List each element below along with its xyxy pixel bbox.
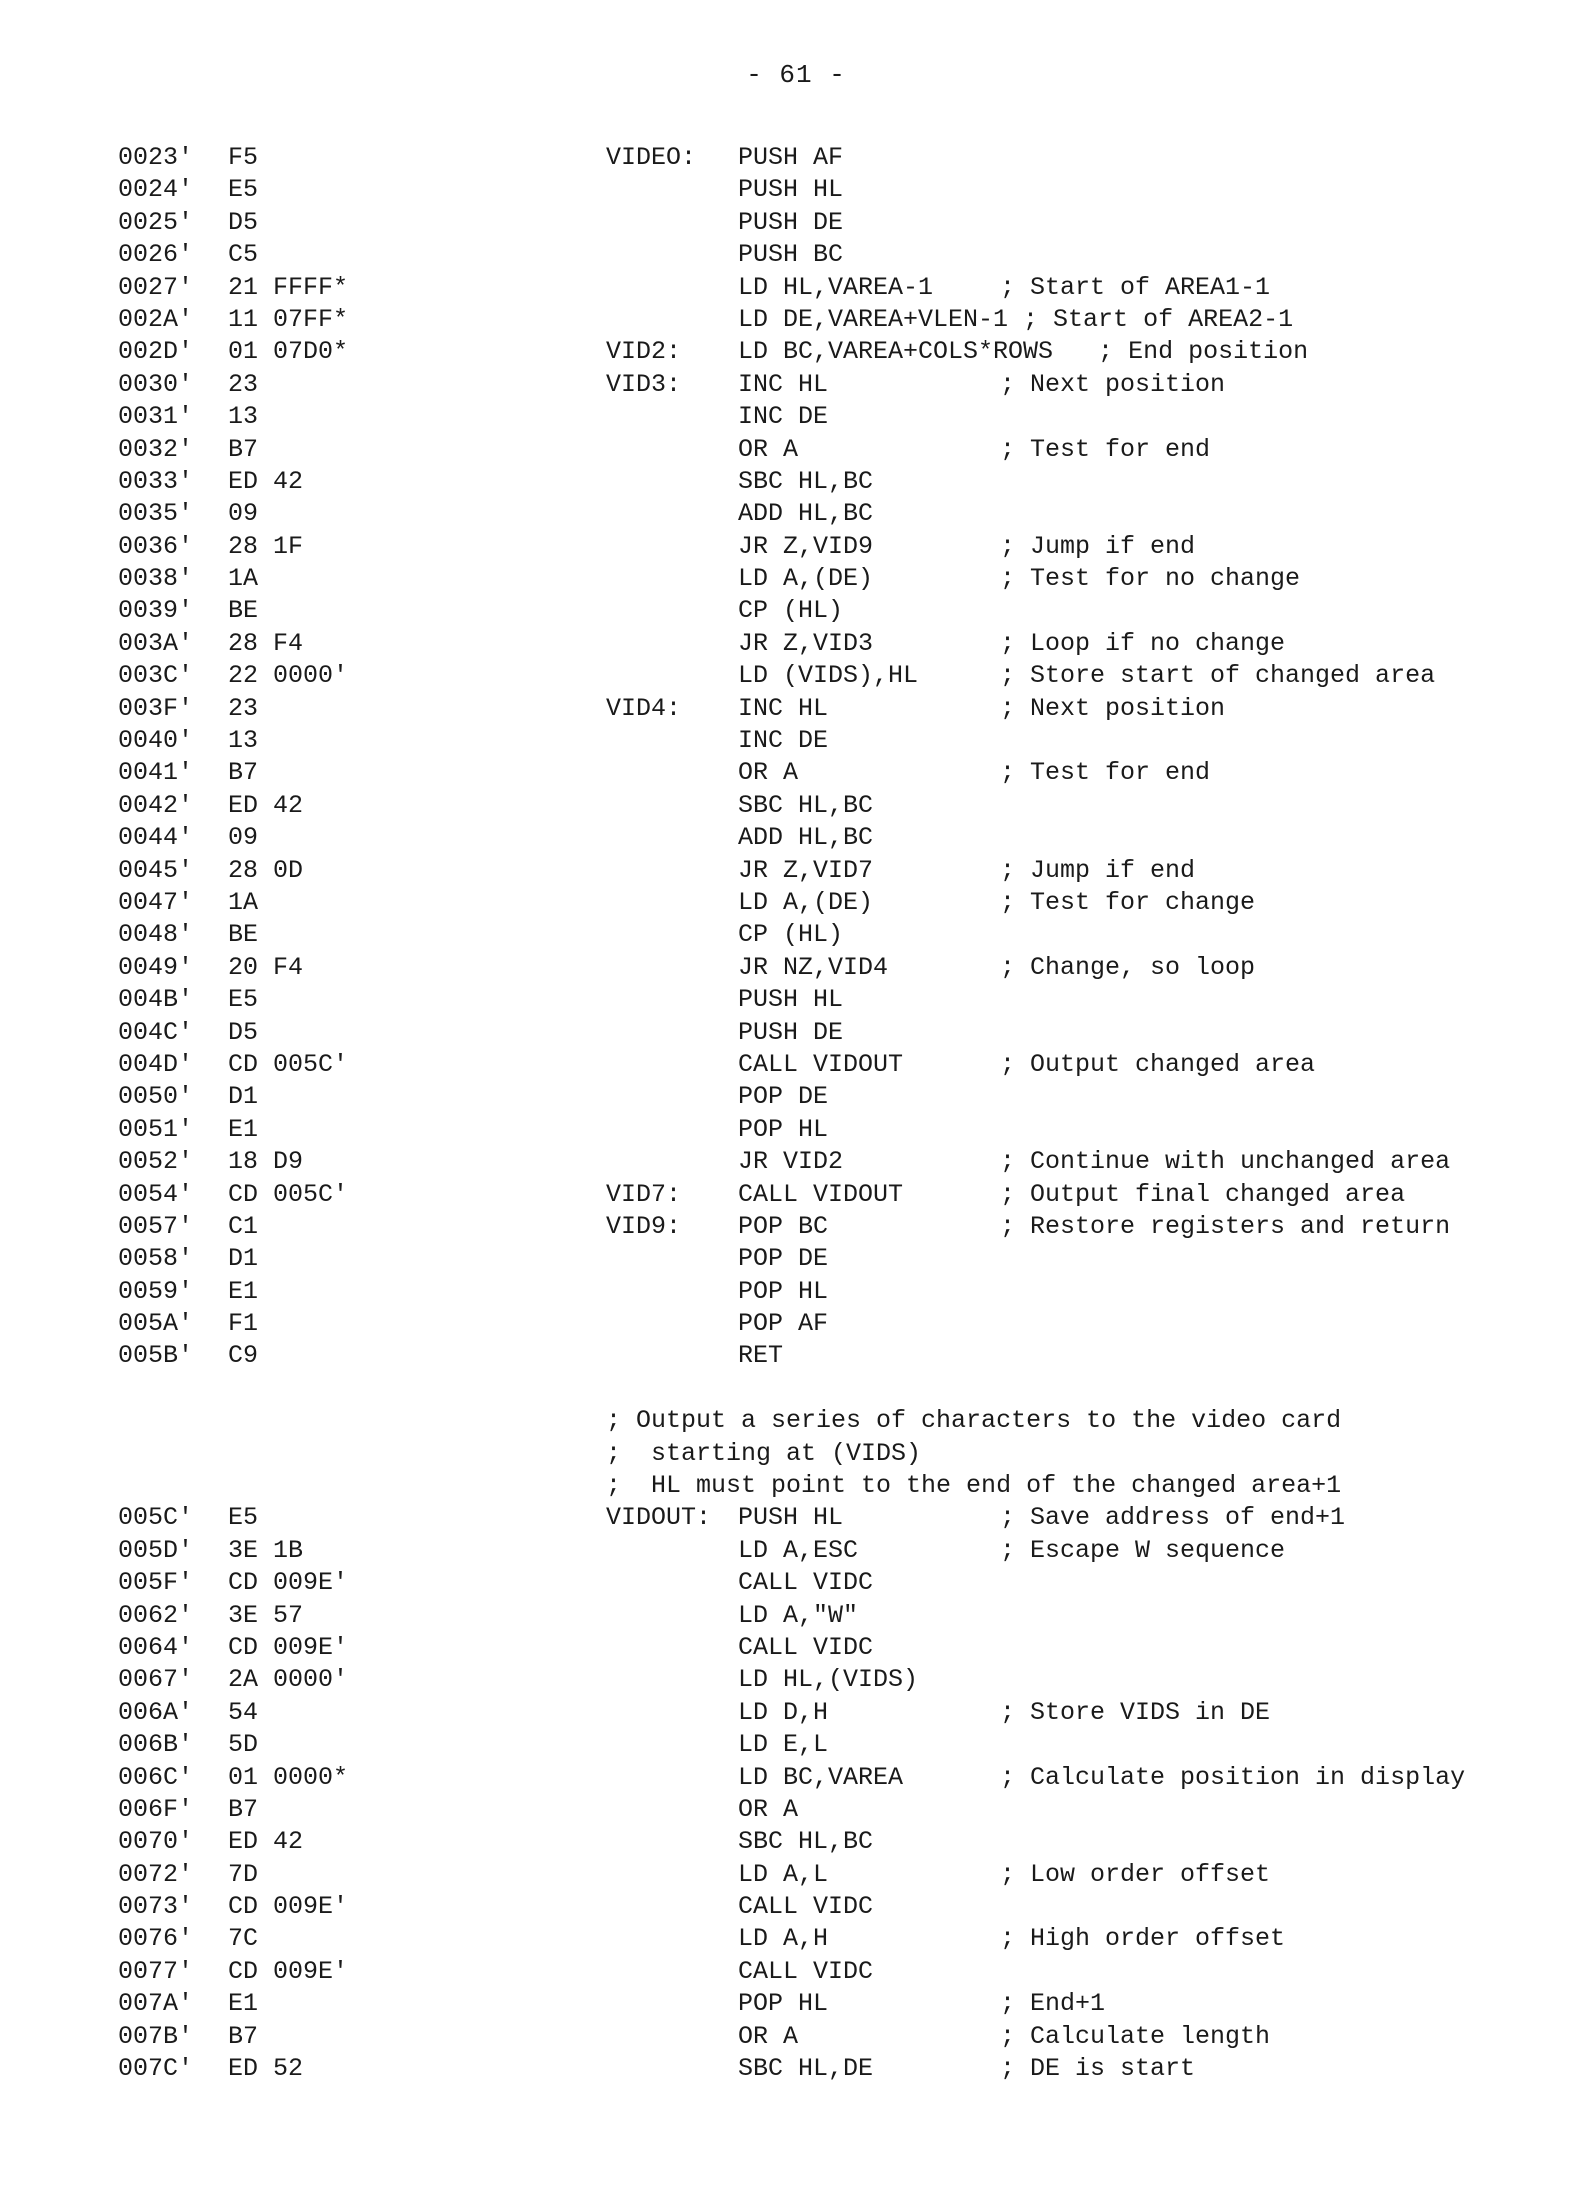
instruction: POP AF: [738, 1309, 829, 1339]
comment: ; End+1: [1000, 1989, 1106, 2019]
listing-line: [0, 1600, 1592, 1632]
address: 005F': [118, 1568, 194, 1598]
address: 0030': [118, 369, 194, 399]
comment: ; Save address of end+1: [1000, 1503, 1346, 1533]
listing-line: [0, 2053, 1592, 2085]
instruction: LD HL,(VIDS): [738, 1665, 919, 1695]
listing-line: [0, 1373, 1592, 1405]
instruction: JR Z,VID7: [738, 855, 874, 885]
object-code: D5: [228, 207, 259, 237]
address: 003A': [118, 628, 194, 658]
address: 0049': [118, 952, 194, 982]
object-code: 01 07D0*: [228, 337, 349, 367]
address: 002D': [118, 337, 194, 367]
instruction: CALL VIDC: [738, 1632, 874, 1662]
assembly-listing: [0, 142, 1592, 2085]
comment: ; Output final changed area: [1000, 1179, 1406, 1209]
listing-line: [0, 1308, 1592, 1340]
address: 0054': [118, 1179, 194, 1209]
address: 0048': [118, 920, 194, 950]
comment: ; Test for end: [1000, 758, 1211, 788]
object-code: B7: [228, 434, 259, 464]
instruction: CALL VIDOUT: [738, 1049, 904, 1079]
listing-line: [0, 563, 1592, 595]
address: 0047': [118, 887, 194, 917]
instruction: CP (HL): [738, 920, 844, 950]
instruction: CALL VIDOUT: [738, 1179, 904, 1209]
instruction: OR A: [738, 2021, 799, 2051]
instruction: POP HL: [738, 1989, 829, 2019]
instruction: INC HL: [738, 369, 829, 399]
object-code: BE: [228, 596, 259, 626]
object-code: 18 D9: [228, 1147, 304, 1177]
object-code: E5: [228, 1503, 259, 1533]
address: 0059': [118, 1276, 194, 1306]
comment-line: [0, 1438, 1592, 1470]
instruction: PUSH HL: [738, 175, 844, 205]
object-code: 13: [228, 402, 259, 432]
object-code: CD 009E': [228, 1892, 349, 1922]
address: 0033': [118, 466, 194, 496]
object-code: 3E 57: [228, 1600, 304, 1630]
listing-line: [0, 919, 1592, 951]
instruction: PUSH DE: [738, 1017, 844, 1047]
comment: ; Test for change: [1000, 887, 1256, 917]
listing-line: [0, 1891, 1592, 1923]
object-code: 22 0000': [228, 661, 349, 691]
instruction: LD D,H: [738, 1697, 829, 1727]
instruction: RET: [738, 1341, 784, 1371]
object-code: C1: [228, 1211, 259, 1241]
address: 0072': [118, 1859, 194, 1889]
listing-line: [0, 952, 1592, 984]
address: 0064': [118, 1632, 194, 1662]
listing-line: [0, 887, 1592, 919]
instruction: SBC HL,BC: [738, 466, 874, 496]
object-code: ED 42: [228, 790, 304, 820]
instruction: PUSH DE: [738, 207, 844, 237]
comment: ; Store start of changed area: [1000, 661, 1436, 691]
comment: ; Escape W sequence: [1000, 1535, 1286, 1565]
listing-line: [0, 1956, 1592, 1988]
listing-line: [0, 272, 1592, 304]
comment-line: [0, 1405, 1592, 1437]
instruction: OR A: [738, 434, 799, 464]
address: 0036': [118, 531, 194, 561]
address: 006C': [118, 1762, 194, 1792]
instruction: LD BC,VAREA: [738, 1762, 904, 1792]
address: 0042': [118, 790, 194, 820]
listing-line: [0, 1276, 1592, 1308]
object-code: 3E 1B: [228, 1535, 304, 1565]
instruction: INC HL: [738, 693, 829, 723]
address: 0057': [118, 1211, 194, 1241]
instruction: SBC HL,DE: [738, 2054, 874, 2084]
listing-line: [0, 984, 1592, 1016]
object-code: D5: [228, 1017, 259, 1047]
instruction: PUSH BC: [738, 240, 844, 270]
instruction: POP HL: [738, 1114, 829, 1144]
block-comment: ; HL must point to the end of the changed area+1: [606, 1471, 1342, 1501]
object-code: 28 F4: [228, 628, 304, 658]
comment: ; Output changed area: [1000, 1049, 1316, 1079]
object-code: 28 0D: [228, 855, 304, 885]
object-code: C5: [228, 240, 259, 270]
instruction: JR Z,VID3: [738, 628, 874, 658]
object-code: 28 1F: [228, 531, 304, 561]
listing-line: [0, 1794, 1592, 1826]
instruction: POP DE: [738, 1082, 829, 1112]
object-code: CD 009E': [228, 1956, 349, 1986]
listing-line: [0, 531, 1592, 563]
address: 0067': [118, 1665, 194, 1695]
address: 0027': [118, 272, 194, 302]
listing-line: [0, 1988, 1592, 2020]
object-code: 11 07FF*: [228, 304, 349, 334]
listing-line: [0, 1502, 1592, 1534]
listing-line: [0, 1243, 1592, 1275]
instruction: POP HL: [738, 1276, 829, 1306]
object-code: 23: [228, 693, 259, 723]
address: 005C': [118, 1503, 194, 1533]
object-code: E1: [228, 1114, 259, 1144]
label: VID7:: [606, 1179, 682, 1209]
listing-line: [0, 466, 1592, 498]
address: 0026': [118, 240, 194, 270]
object-code: BE: [228, 920, 259, 950]
object-code: F1: [228, 1309, 259, 1339]
comment: ; Next position: [1000, 369, 1226, 399]
listing-line: [0, 207, 1592, 239]
address: 005B': [118, 1341, 194, 1371]
address: 006F': [118, 1794, 194, 1824]
comment: ; Calculate length: [1000, 2021, 1271, 2051]
object-code: B7: [228, 2021, 259, 2051]
listing-line: [0, 401, 1592, 433]
listing-line: [0, 660, 1592, 692]
object-code: B7: [228, 758, 259, 788]
listing-line: [0, 1826, 1592, 1858]
object-code: 13: [228, 726, 259, 756]
instruction: INC DE: [738, 402, 829, 432]
listing-line: [0, 1762, 1592, 1794]
object-code: 09: [228, 499, 259, 529]
object-code: 2A 0000': [228, 1665, 349, 1695]
label: VID2:: [606, 337, 682, 367]
address: 0035': [118, 499, 194, 529]
listing-line: [0, 628, 1592, 660]
instruction: LD A,ESC: [738, 1535, 859, 1565]
listing-line: [0, 757, 1592, 789]
listing-line: [0, 1664, 1592, 1696]
comment: ; Low order offset: [1000, 1859, 1271, 1889]
object-code: ED 52: [228, 2054, 304, 2084]
address: 004C': [118, 1017, 194, 1047]
comment: ; Restore registers and return: [1000, 1211, 1451, 1241]
label: VID3:: [606, 369, 682, 399]
label: VID9:: [606, 1211, 682, 1241]
object-code: CD 009E': [228, 1568, 349, 1598]
address: 0070': [118, 1827, 194, 1857]
listing-line: [0, 1049, 1592, 1081]
listing-line: [0, 174, 1592, 206]
address: 0076': [118, 1924, 194, 1954]
address: 0052': [118, 1147, 194, 1177]
instruction: CALL VIDC: [738, 1956, 874, 1986]
address: 002A': [118, 304, 194, 334]
block-comment: ; Output a series of characters to the video card: [606, 1406, 1342, 1436]
object-code: CD 005C': [228, 1049, 349, 1079]
object-code: E5: [228, 175, 259, 205]
instruction: OR A: [738, 1794, 799, 1824]
address: 007B': [118, 2021, 194, 2051]
address: 0023': [118, 143, 194, 172]
object-code: 01 0000*: [228, 1762, 349, 1792]
listing-line: [0, 1859, 1592, 1891]
comment: ; Change, so loop: [1000, 952, 1256, 982]
instruction: SBC HL,BC: [738, 1827, 874, 1857]
comment: ; Jump if end: [1000, 531, 1196, 561]
address: 0032': [118, 434, 194, 464]
comment: ; Test for end: [1000, 434, 1211, 464]
comment: ; Test for no change: [1000, 564, 1301, 594]
comment: ; Store VIDS in DE: [1000, 1697, 1271, 1727]
listing-line: [0, 1697, 1592, 1729]
instruction: LD A,(DE): [738, 564, 874, 594]
address: 0051': [118, 1114, 194, 1144]
object-code: 5D: [228, 1730, 259, 1760]
object-code: E1: [228, 1989, 259, 2019]
comment: ; Start of AREA1-1: [1000, 272, 1271, 302]
instruction: LD A,H: [738, 1924, 829, 1954]
object-code: ED 42: [228, 466, 304, 496]
object-code: CD 005C': [228, 1179, 349, 1209]
listing-line: [0, 1211, 1592, 1243]
listing-line: [0, 1567, 1592, 1599]
address: 005D': [118, 1535, 194, 1565]
listing-line: [0, 1923, 1592, 1955]
listing-line: [0, 1017, 1592, 1049]
instruction: CALL VIDC: [738, 1568, 874, 1598]
comment: ; Next position: [1000, 693, 1226, 723]
instruction: PUSH HL: [738, 985, 844, 1015]
instruction: POP BC: [738, 1211, 829, 1241]
address: 003C': [118, 661, 194, 691]
address: 0038': [118, 564, 194, 594]
address: 0045': [118, 855, 194, 885]
address: 004D': [118, 1049, 194, 1079]
block-comment: ; starting at (VIDS): [606, 1438, 922, 1468]
address: 0024': [118, 175, 194, 205]
listing-line: [0, 304, 1592, 336]
address: 007C': [118, 2054, 194, 2084]
label: VIDEO:: [606, 143, 697, 172]
instruction: SBC HL,BC: [738, 790, 874, 820]
listing-line: [0, 434, 1592, 466]
listing-line: [0, 369, 1592, 401]
instruction: JR Z,VID9: [738, 531, 874, 561]
object-code: F5: [228, 143, 259, 172]
object-code: ED 42: [228, 1827, 304, 1857]
label: VIDOUT:: [606, 1503, 712, 1533]
instruction: PUSH HL: [738, 1503, 844, 1533]
object-code: 54: [228, 1697, 259, 1727]
listing-line: [0, 239, 1592, 271]
listing-line: [0, 142, 1592, 174]
object-code: 1A: [228, 887, 259, 917]
object-code: 23: [228, 369, 259, 399]
listing-line: [0, 336, 1592, 368]
listing-line: [0, 1632, 1592, 1664]
instruction: CP (HL): [738, 596, 844, 626]
instruction: INC DE: [738, 726, 829, 756]
listing-line: [0, 1114, 1592, 1146]
comment: ; DE is start: [1000, 2054, 1196, 2084]
address: 0025': [118, 207, 194, 237]
address: 0040': [118, 726, 194, 756]
object-code: E1: [228, 1276, 259, 1306]
instruction: CALL VIDC: [738, 1892, 874, 1922]
instruction: LD (VIDS),HL: [738, 661, 919, 691]
address: 0077': [118, 1956, 194, 1986]
instruction: LD HL,VAREA-1: [738, 272, 934, 302]
instruction: OR A: [738, 758, 799, 788]
listing-line: [0, 790, 1592, 822]
address: 0050': [118, 1082, 194, 1112]
object-code: C9: [228, 1341, 259, 1371]
address: 0062': [118, 1600, 194, 1630]
address: 007A': [118, 1989, 194, 2019]
object-code: 09: [228, 823, 259, 853]
object-code: 7D: [228, 1859, 259, 1889]
instruction: ADD HL,BC: [738, 499, 874, 529]
address: 0044': [118, 823, 194, 853]
address: 004B': [118, 985, 194, 1015]
comment-line: [0, 1470, 1592, 1502]
object-code: 7C: [228, 1924, 259, 1954]
address: 005A': [118, 1309, 194, 1339]
comment: ; Jump if end: [1000, 855, 1196, 885]
instruction: LD BC,VAREA+COLS*ROWS ; End position: [738, 337, 1309, 367]
address: 0058': [118, 1244, 194, 1274]
listing-line: [0, 822, 1592, 854]
address: 006B': [118, 1730, 194, 1760]
instruction: LD A,L: [738, 1859, 829, 1889]
listing-line: [0, 498, 1592, 530]
instruction: JR NZ,VID4: [738, 952, 889, 982]
address: 0031': [118, 402, 194, 432]
instruction: LD E,L: [738, 1730, 829, 1760]
comment: ; Continue with unchanged area: [1000, 1147, 1451, 1177]
address: 003F': [118, 693, 194, 723]
instruction: LD A,(DE): [738, 887, 874, 917]
listing-line: [0, 725, 1592, 757]
address: 006A': [118, 1697, 194, 1727]
comment: ; High order offset: [1000, 1924, 1286, 1954]
instruction: LD A,"W": [738, 1600, 859, 1630]
instruction: POP DE: [738, 1244, 829, 1274]
page-number: - 61 -: [746, 60, 846, 90]
address: 0039': [118, 596, 194, 626]
object-code: E5: [228, 985, 259, 1015]
instruction: LD DE,VAREA+VLEN-1 ; Start of AREA2-1: [738, 304, 1294, 334]
label: VID4:: [606, 693, 682, 723]
object-code: 1A: [228, 564, 259, 594]
object-code: D1: [228, 1244, 259, 1274]
object-code: D1: [228, 1082, 259, 1112]
instruction: JR VID2: [738, 1147, 844, 1177]
listing-line: [0, 2021, 1592, 2053]
object-code: 21 FFFF*: [228, 272, 349, 302]
listing-line: [0, 693, 1592, 725]
object-code: 20 F4: [228, 952, 304, 982]
listing-line: [0, 1535, 1592, 1567]
comment: ; Calculate position in display: [1000, 1762, 1466, 1792]
listing-line: [0, 1729, 1592, 1761]
listing-line: [0, 1179, 1592, 1211]
address: 0041': [118, 758, 194, 788]
instruction: PUSH AF: [738, 143, 844, 172]
comment: ; Loop if no change: [1000, 628, 1286, 658]
instruction: ADD HL,BC: [738, 823, 874, 853]
listing-line: [0, 1146, 1592, 1178]
object-code: CD 009E': [228, 1632, 349, 1662]
listing-line: [0, 1081, 1592, 1113]
listing-line: [0, 1340, 1592, 1372]
address: 0073': [118, 1892, 194, 1922]
listing-line: [0, 595, 1592, 627]
listing-line: [0, 855, 1592, 887]
object-code: B7: [228, 1794, 259, 1824]
